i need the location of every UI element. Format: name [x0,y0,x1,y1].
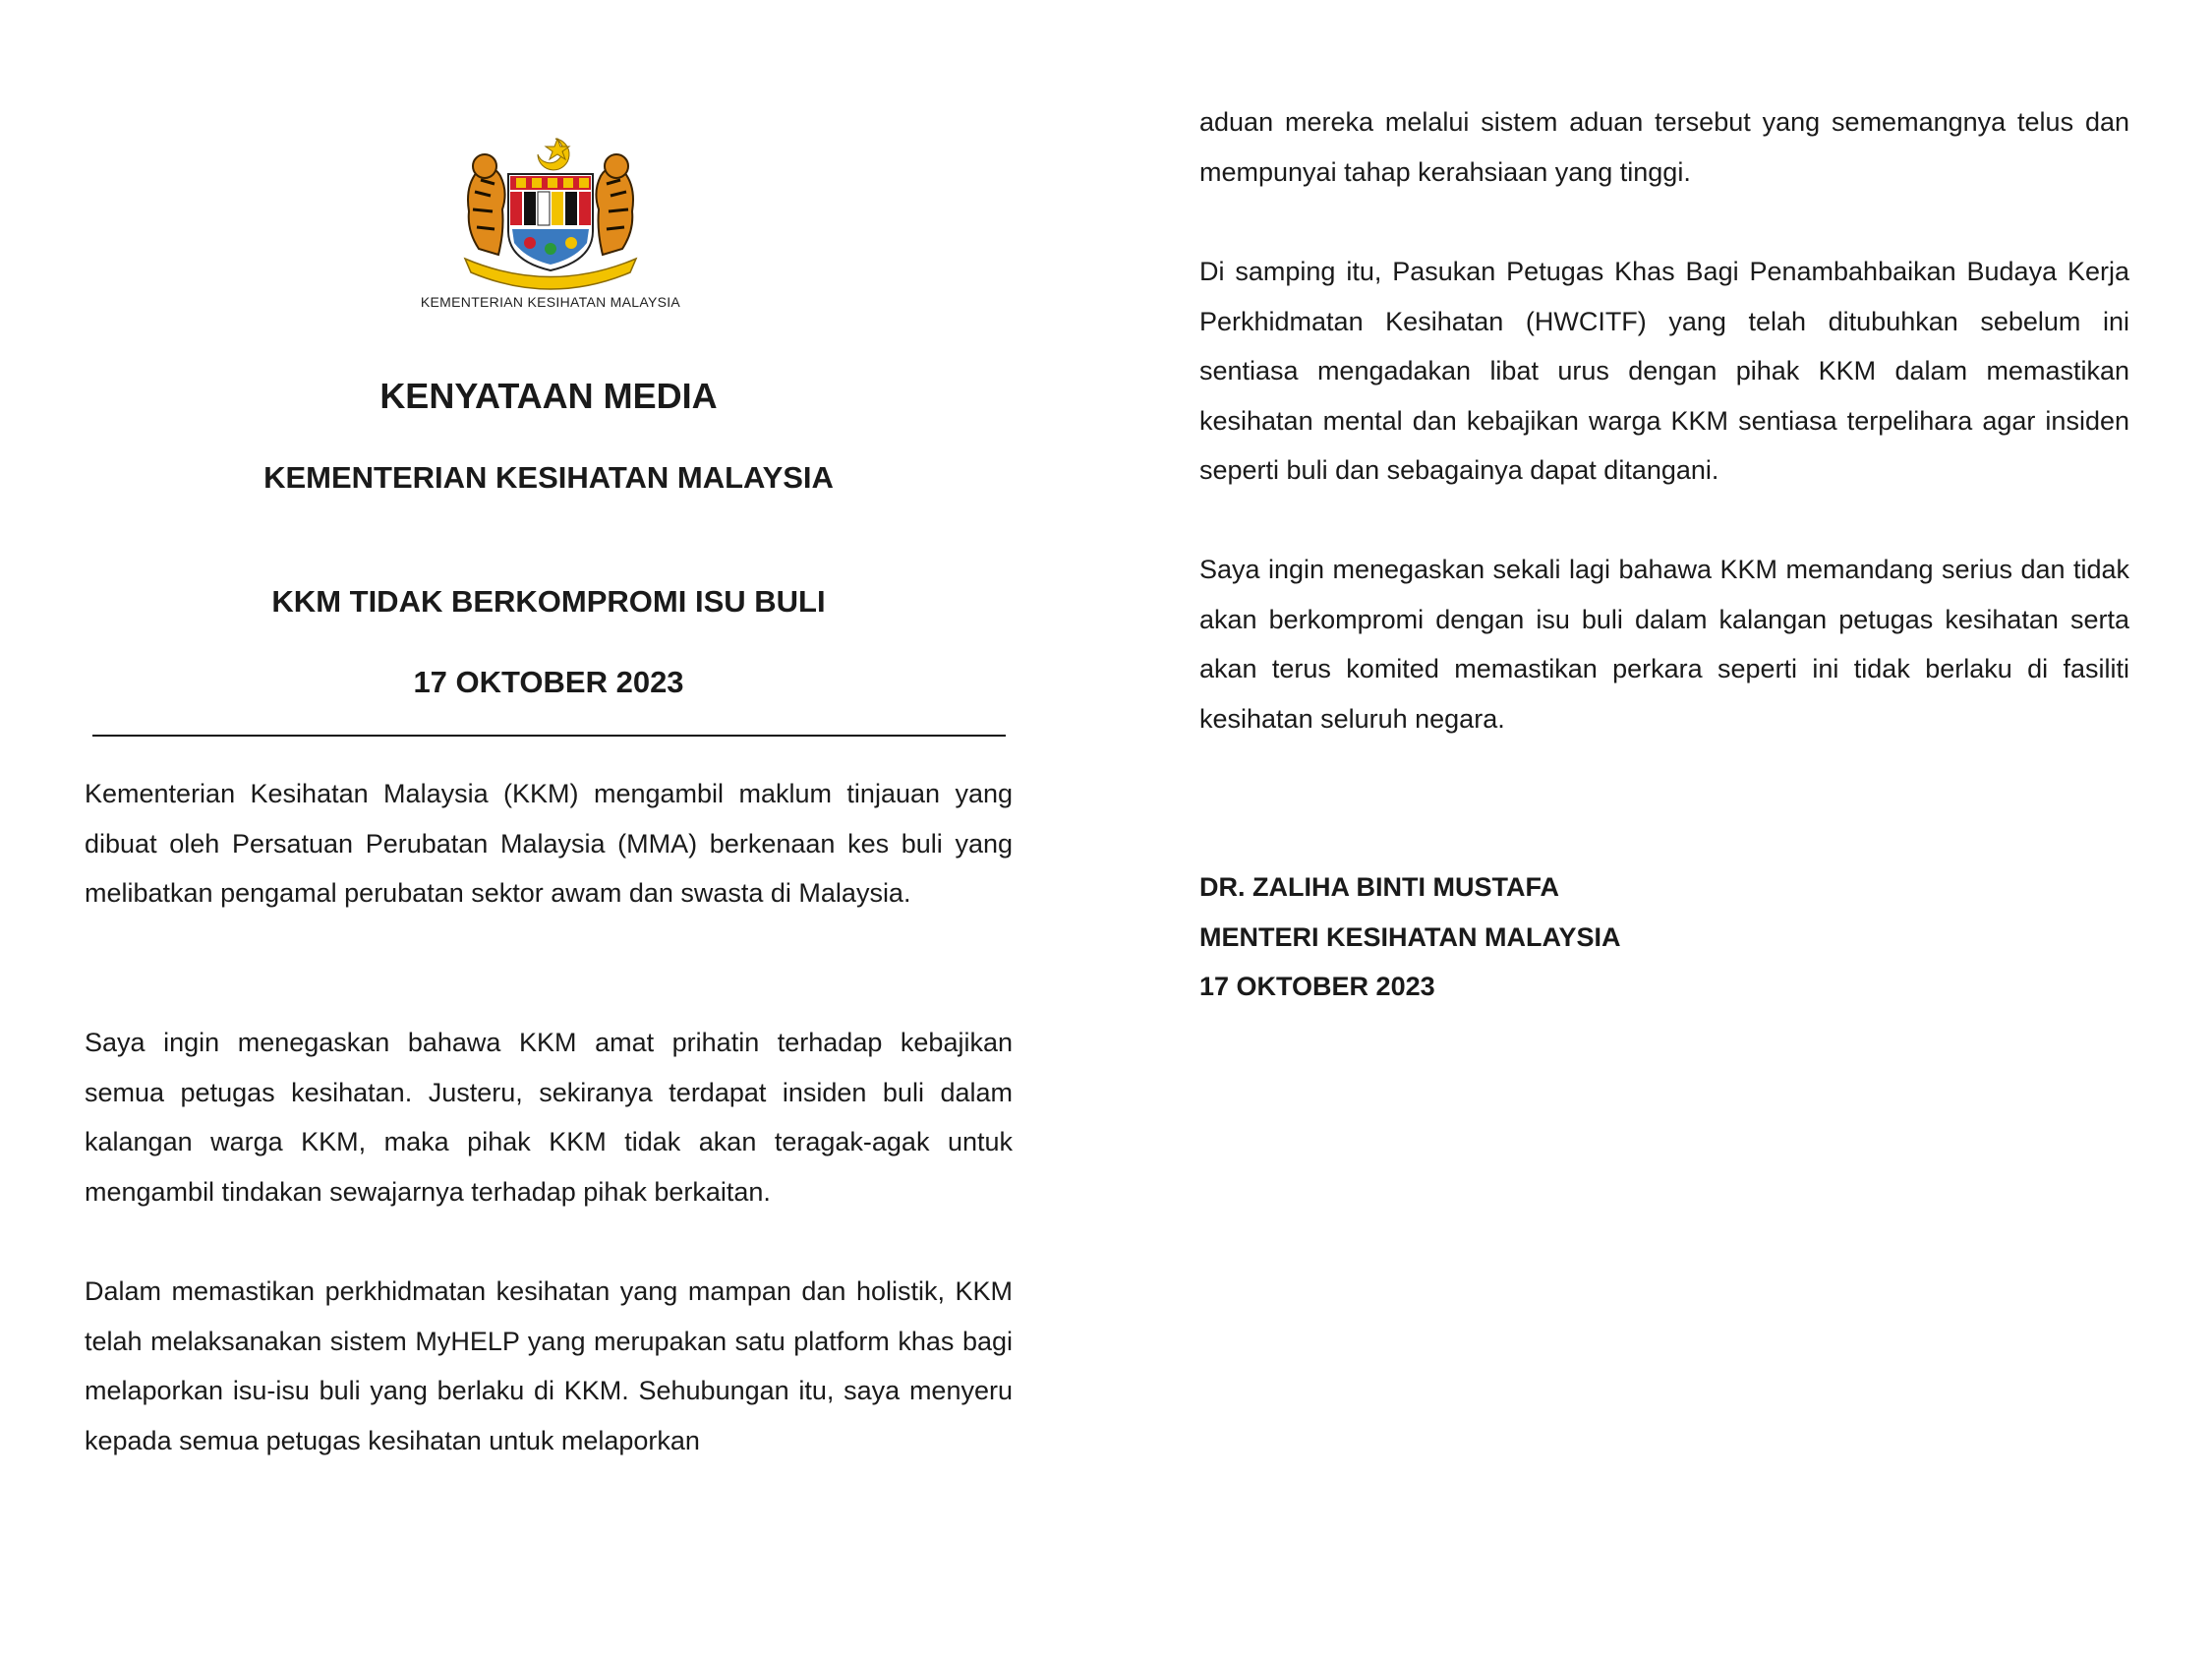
malaysia-coat-of-arms-icon [447,133,654,290]
ministry-logo [413,133,688,310]
paragraph-1: Kementerian Kesihatan Malaysia (KKM) mengambil maklum tinjauan yang dibuat oleh Persatuan Perubatan Malaysia (MMA) berkenaan kes buli yang melibatkan pengamal perubatan sektor awam dan swasta di Malaysia. [85,779,1013,908]
signatory-name: DR. ZALIHA BINTI MUSTAFA [1199,872,1559,902]
paragraph-6: Saya ingin menegaskan sekali lagi bahawa KKM memandang serius dan tidak akan berkompromi dengan isu buli dalam kalangan petugas kesihatan serta akan terus komited memastikan perkara seperti ini tidak berlaku di fasiliti kesihatan seluruh negara. [1199,555,2129,734]
paragraph-4: aduan mereka melalui sistem aduan tersebut yang sememangnya telus dan mempunyai tahap kerahsiaan yang tinggi. [1199,107,2129,187]
statement-date: 17 OKTOBER 2023 [413,665,684,699]
ministry-name: KEMENTERIAN KESIHATAN MALAYSIA [263,460,834,495]
signoff-date: 17 OKTOBER 2023 [1199,972,1435,1001]
paragraph-3: Dalam memastikan perkhidmatan kesihatan yang mampan dan holistik, KKM telah melaksanakan sistem MyHELP yang merupakan satu platform khas bagi melaporkan isu-isu buli yang berlaku di KKM. Sehubungan itu, saya menyeru kepada semua petugas kesihatan untuk melaporkan [85,1276,1013,1455]
statement-title: KKM TIDAK BERKOMPROMI ISU BULI [271,584,826,619]
logo-caption: KEMENTERIAN KESIHATAN MALAYSIA [420,294,681,310]
signoff-block [1199,862,1621,1012]
header-divider [92,735,1006,737]
media-statement-label: KENYATAAN MEDIA [379,376,718,416]
signatory-position: MENTERI KESIHATAN MALAYSIA [1199,921,1621,952]
paragraph-5: Di samping itu, Pasukan Petugas Khas Bagi Penambahbaikan Budaya Kerja Perkhidmatan Kesihatan (HWCITF) yang telah ditubuhkan sebelum ini sentiasa mengadakan libat urus dengan pihak KKM dalam memastikan kesihatan mental dan kebajikan warga KKM sentiasa terpelihara agar insiden seperti buli dan sebagainya dapat ditangani. [1199,257,2129,485]
paragraph-2: Saya ingin menegaskan bahawa KKM amat prihatin terhadap kebajikan semua petugas kesihatan. Justeru, sekiranya terdapat insiden buli dalam kalangan warga KKM, maka pihak KKM tidak akan teragak-agak untuk mengambil tindakan sewajarnya terhadap pihak berkaitan. [85,1028,1013,1207]
